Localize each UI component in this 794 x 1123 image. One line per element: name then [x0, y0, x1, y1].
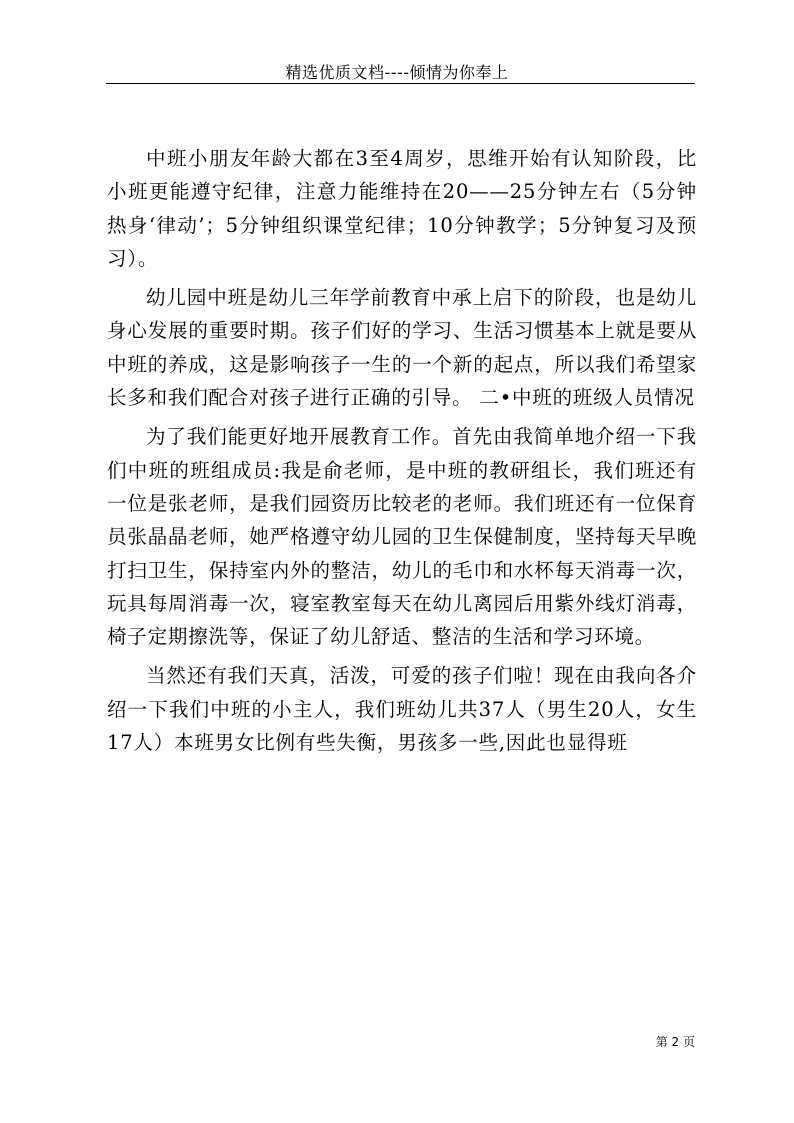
header-divider: [106, 83, 695, 84]
paragraph: 幼儿园中班是幼儿三年学前教育中承上启下的阶段，也是幼儿身心发展的重要时期。孩子们好的学习、生活习惯基本上就是要从中班的养成，这是影响孩子一生的一个新的起点，所以我们希望家长多和我们配合对孩子进行正确的引导。 二•中班的班级人员情况: [107, 286, 697, 410]
document-header-title: 精选优质文档----倾情为你奉上: [285, 63, 509, 82]
document-body: [107, 142, 697, 765]
paragraph: 中班小朋友年龄大都在3至4周岁，思维开始有认知阶段，比小班更能遵守纪律，注意力能维持在20——25分钟左右（5分钟热身‘律动’；5分钟组织课堂纪律；10分钟教学；5分钟复习及预习）。: [107, 147, 697, 270]
page-number: 第 2 页: [655, 1035, 695, 1049]
paragraph: 为了我们能更好地开展教育工作。首先由我简单地介绍一下我们中班的班组成员:我是俞老师，是中班的教研组长，我们班还有一位是张老师，是我们园资历比较老的老师。我们班还有一位保育员张晶晶老师，她严格遵守幼儿园的卫生保健制度，坚持每天早晚打扫卫生，保持室内外的整洁，幼儿的毛巾和水杯每天消毒一次，玩具每周消毒一次，寝室教室每天在幼儿离园后用紫外线灯消毒，椅子定期擦洗等，保证了幼儿舒适、整洁的生活和学习环境。: [107, 425, 697, 649]
paragraph: 当然还有我们天真，活泼，可爱的孩子们啦！现在由我向各介绍一下我们中班的小主人，我们班幼儿共37人（男生20人，女生17人）本班男女比例有些失衡，男孩多一些,因此也显得班: [107, 664, 697, 755]
